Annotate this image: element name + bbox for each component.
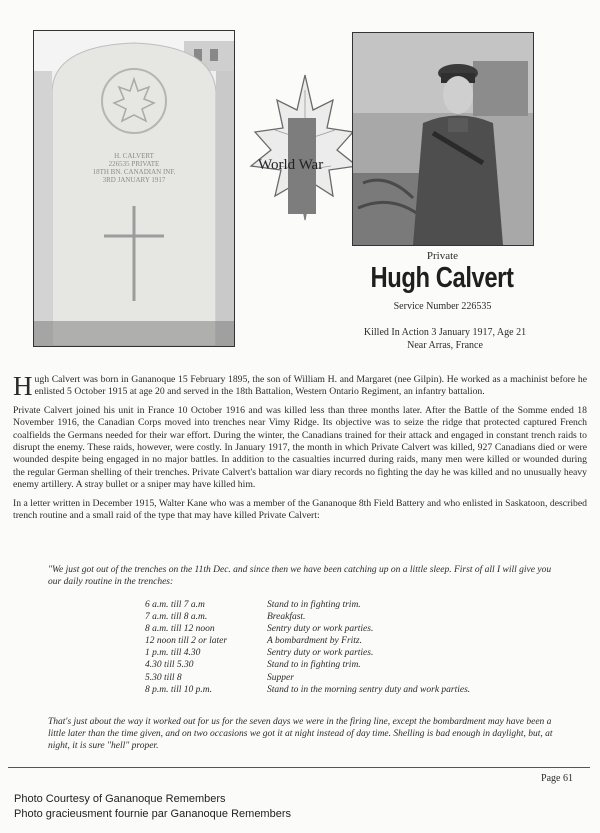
soldier-name: Hugh Calvert bbox=[370, 262, 514, 294]
routine-row bbox=[145, 623, 545, 635]
article-body bbox=[13, 371, 587, 528]
routine-activity: Stand to in the morning sentry duty and work parties. bbox=[267, 684, 471, 695]
footer-credit-en: Photo Courtesy of Gananoque Remembers bbox=[14, 793, 226, 805]
routine-row bbox=[145, 672, 545, 684]
routine-row bbox=[145, 684, 545, 696]
quote-intro bbox=[48, 564, 558, 589]
killed-date: Killed In Action 3 January 1917, Age 21 bbox=[363, 327, 527, 338]
routine-row bbox=[145, 647, 545, 659]
routine-time: 5.30 till 8 bbox=[145, 672, 182, 683]
headstone-illustration bbox=[34, 31, 234, 346]
paragraph-1-text: ugh Calvert was born in Gananoque 15 February 1895, the son of William H. and Margaret (nee Gilpin). He worked as a machinist before he enlisted 5 October 1915 at age 20 and served in the 18th Battalion, Western Ontario Regiment, an infantry battalion. bbox=[34, 374, 587, 398]
headstone-photo bbox=[33, 30, 235, 347]
world-war-label: World War bbox=[258, 157, 324, 173]
routine-activity: Sentry duty or work parties. bbox=[267, 624, 374, 635]
routine-time: 1 p.m. till 4.30 bbox=[145, 648, 201, 659]
soldier-illustration bbox=[353, 33, 533, 245]
maple-leaf-icon bbox=[245, 70, 360, 240]
routine-activity: A bombardment by Fritz. bbox=[267, 636, 362, 647]
drop-cap: H bbox=[13, 371, 33, 401]
headstone-date: 3RD JANUARY 1917 bbox=[102, 176, 166, 184]
routine-activity: Breakfast. bbox=[267, 612, 306, 623]
soldier-portrait bbox=[352, 32, 534, 246]
routine-time: 8 p.m. till 10 p.m. bbox=[145, 684, 213, 695]
routine-time: 7 a.m. till 8 a.m. bbox=[145, 612, 208, 623]
routine-time: 12 noon till 2 or later bbox=[145, 636, 228, 647]
killed-in-action bbox=[345, 326, 545, 352]
routine-row bbox=[145, 635, 545, 647]
paragraph-3: In a letter written in December 1915, Walter Kane who was a member of the Gananoque 8th Field Battery and who enlisted in Saskatoon, described trench routine and a small raid of the type that may have killed Private Calvert: bbox=[13, 497, 587, 522]
routine-activity: Stand to in fighting trim. bbox=[267, 660, 361, 671]
routine-time: 6 a.m. till 7 a.m bbox=[145, 600, 205, 610]
routine-row bbox=[145, 611, 545, 623]
killed-place: Near Arras, France bbox=[407, 340, 483, 351]
headstone-number: 226535 PRIVATE bbox=[108, 160, 160, 168]
soldier-rank: Private bbox=[426, 250, 459, 262]
routine-time: 4.30 till 5.30 bbox=[145, 660, 194, 671]
routine-activity: Sentry duty or work parties. bbox=[267, 648, 374, 659]
quote-outro: That's just about the way it worked out for us for the seven days we were in the firing line, except the bombardment may have been a little later than the time given, and on two occasions we got it at night instead of day time. Shelling is bad enough in daylight, but, at night, it is sure "hell" proper. bbox=[48, 717, 553, 752]
quote-intro-text: "We just got out of the trenches on the 11th Dec. and since then we have been catching up on a little sleep. First of all I will give you our daily routine in the trenches: bbox=[48, 565, 552, 588]
paragraph-2: Private Calvert joined his unit in France 10 October 1916 and was killed less than three months later. After the Battle of the Somme ended 18 November 1916, the Canadian Corps moved into trenches near Vimy Ridge. Its objective was to seize the ridge that protected captured French coalfields the Germans needed for their war effort. During the winter, the Canadians trained for their attack and engaged in constant trench raids to disrupt the enemy. These raids, however, were costly. In January 1917, the month in which Private Calvert was killed, 927 Canadians died or were wounded despite being engaged in no major battles. In addition to the casualties incurred during raids, many men were killed or wounded during the regular German shelling of their trenches. Private Calvert's battalion war diary records no fighting the day he was killed and no unusually heavy enemy artillery. A stray bullet or a sniper may have killed him. bbox=[13, 404, 587, 491]
daily-routine-table bbox=[145, 599, 545, 696]
routine-row bbox=[145, 599, 545, 611]
footer-credit-fr: Photo gracieusment fournie par Gananoque Remembers bbox=[14, 808, 291, 820]
footer-divider bbox=[8, 767, 590, 768]
service-number: Service Number 226535 bbox=[393, 301, 492, 312]
headstone-unit: 18TH BN. CANADIAN INF. bbox=[92, 168, 176, 176]
page-number: Page 61 bbox=[541, 773, 573, 784]
routine-row bbox=[145, 659, 545, 671]
headstone-name: H. CALVERT bbox=[114, 152, 154, 160]
routine-activity: Supper bbox=[267, 672, 294, 683]
paragraph-1 bbox=[13, 371, 587, 401]
routine-time: 8 a.m. till 12 noon bbox=[145, 624, 215, 635]
routine-activity: Stand to in fighting trim. bbox=[267, 600, 361, 610]
